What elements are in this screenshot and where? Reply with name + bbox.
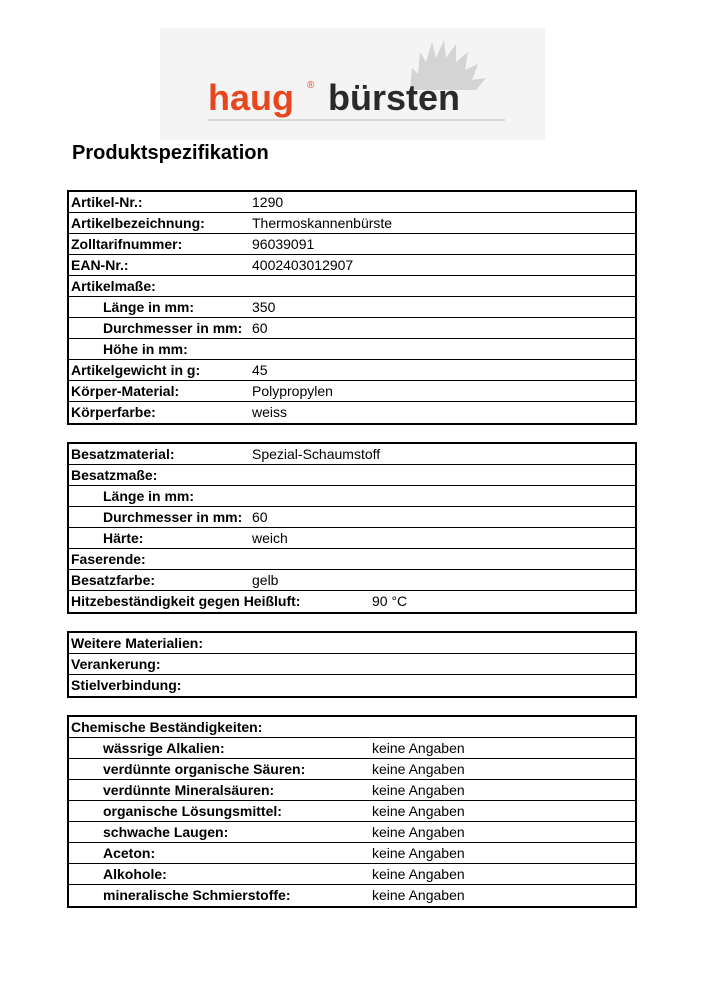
table-row (69, 780, 635, 801)
row-label: Höhe in mm: (103, 341, 188, 357)
table-row (69, 276, 635, 297)
row-value: Thermoskannenbürste (252, 215, 393, 231)
table-row (69, 192, 635, 213)
table-row (69, 591, 635, 612)
row-label: Verankerung: (71, 656, 161, 672)
table-row (69, 234, 635, 255)
row-label: Zolltarifnummer: (71, 236, 183, 252)
row-value: weiss (252, 404, 288, 420)
row-value: 4002403012907 (252, 257, 354, 273)
table-row (69, 864, 635, 885)
row-label: Artikelmaße: (71, 278, 156, 294)
row-label: verdünnte organische Säuren: (103, 761, 306, 777)
table-row (69, 738, 635, 759)
row-value: 45 (252, 362, 268, 378)
spec-table-article (67, 190, 637, 425)
row-label: mineralische Schmierstoffe: (103, 887, 291, 903)
row-value: keine Angaben (372, 887, 465, 903)
table-row (69, 885, 635, 906)
spec-table-chemical (67, 715, 637, 908)
row-label: schwache Laugen: (103, 824, 229, 840)
row-label: Körperfarbe: (71, 404, 156, 420)
table-row (69, 213, 635, 234)
table-row (69, 843, 635, 864)
row-label: organische Lösungsmittel: (103, 803, 282, 819)
table-row (69, 717, 635, 738)
row-label: Hitzebeständigkeit gegen Heißluft: (71, 593, 301, 609)
table-row (69, 759, 635, 780)
table-row (69, 360, 635, 381)
row-label: Besatzfarbe: (71, 572, 156, 588)
table-row (69, 528, 635, 549)
table-row (69, 444, 635, 465)
row-value: 90 °C (372, 593, 408, 609)
table-row (69, 801, 635, 822)
table-row (69, 318, 635, 339)
row-value: Spezial-Schaumstoff (252, 446, 381, 462)
row-label: EAN-Nr.: (71, 257, 129, 273)
row-value: 96039091 (252, 236, 315, 252)
table-row (69, 549, 635, 570)
table-row (69, 507, 635, 528)
row-value: keine Angaben (372, 782, 465, 798)
table-row (69, 465, 635, 486)
row-value: keine Angaben (372, 761, 465, 777)
row-label: Körper-Material: (71, 383, 180, 399)
row-value: keine Angaben (372, 845, 465, 861)
table-row (69, 654, 635, 675)
spec-table-materials (67, 631, 637, 698)
row-value: keine Angaben (372, 740, 465, 756)
table-row (69, 297, 635, 318)
row-value: 350 (252, 299, 276, 315)
row-label: verdünnte Mineralsäuren: (103, 782, 275, 798)
row-label: Durchmesser in mm: (103, 320, 243, 336)
row-label: Aceton: (103, 845, 156, 861)
table-row (69, 486, 635, 507)
row-label: Artikelbezeichnung: (71, 215, 205, 231)
row-label: Besatzmaße: (71, 467, 158, 483)
row-label: Härte: (103, 530, 144, 546)
row-value: weich (252, 530, 288, 546)
row-label: Chemische Beständigkeiten: (71, 719, 263, 735)
logo-haug: haug (208, 77, 294, 118)
table-row (69, 255, 635, 276)
table-row (69, 633, 635, 654)
row-value: 60 (252, 320, 268, 336)
row-label: Besatzmaterial: (71, 446, 175, 462)
row-label: Alkohole: (103, 866, 167, 882)
logo-registered-mark: ® (307, 80, 315, 91)
table-row (69, 339, 635, 360)
table-row (69, 381, 635, 402)
spec-table-filling (67, 442, 637, 614)
page-title: Produktspezifikation (72, 142, 269, 164)
row-value: 60 (252, 509, 268, 525)
logo-buersten: bürsten (328, 77, 461, 118)
table-row (69, 675, 635, 696)
logo-graphic (160, 28, 545, 140)
row-label: Länge in mm: (103, 488, 195, 504)
row-label: Artikelgewicht in g: (71, 362, 201, 378)
row-value: keine Angaben (372, 803, 465, 819)
row-label: Weitere Materialien: (71, 635, 204, 651)
row-value: Polypropylen (252, 383, 333, 399)
row-value: 1290 (252, 194, 284, 210)
row-label: wässrige Alkalien: (103, 740, 225, 756)
row-label: Länge in mm: (103, 299, 195, 315)
table-row (69, 570, 635, 591)
row-value: keine Angaben (372, 824, 465, 840)
row-label: Durchmesser in mm: (103, 509, 243, 525)
row-label: Faserende: (71, 551, 146, 567)
row-value: gelb (252, 572, 279, 588)
company-logo (160, 28, 545, 140)
row-value: keine Angaben (372, 866, 465, 882)
table-row (69, 402, 635, 423)
table-row (69, 822, 635, 843)
row-label: Artikel-Nr.: (71, 194, 143, 210)
row-label: Stielverbindung: (71, 677, 182, 693)
